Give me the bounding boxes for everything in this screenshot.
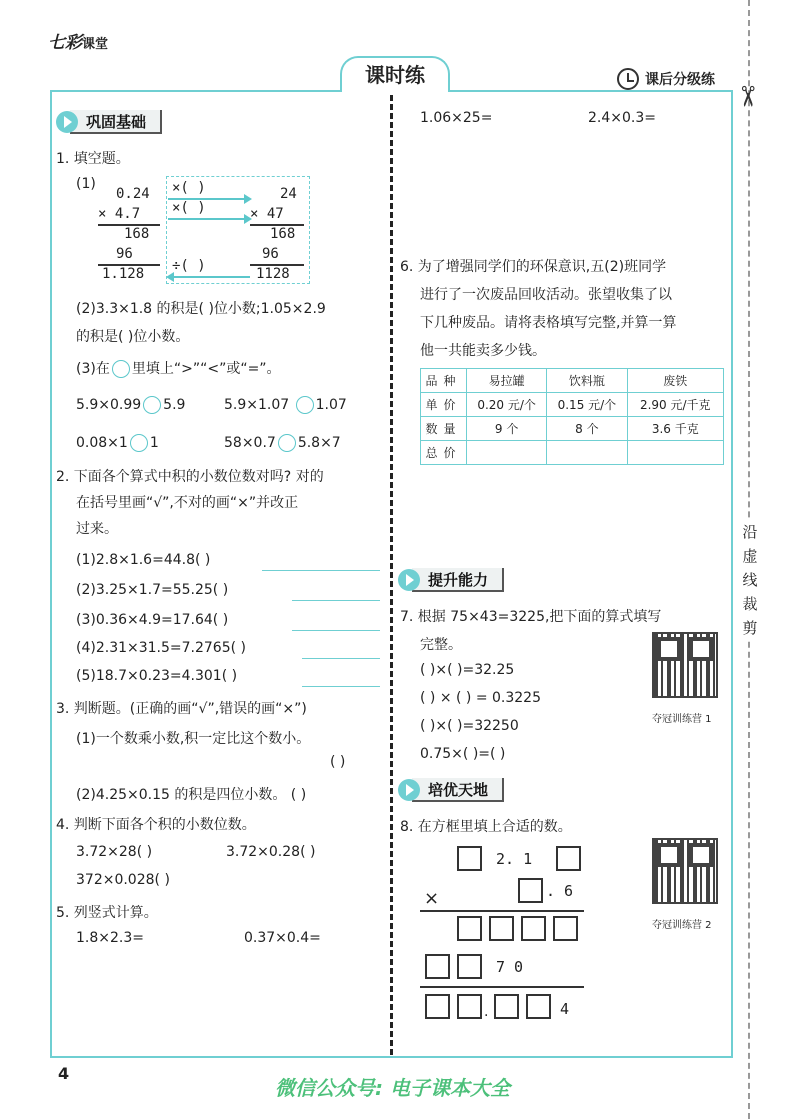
calc-right-1: 24 xyxy=(280,186,297,202)
digit-box[interactable] xyxy=(526,994,551,1019)
q3-item-1-bracket[interactable]: ( ) xyxy=(330,754,346,770)
q6-line1: 6. 为了增强同学们的环保意识,五(2)班同学 xyxy=(400,259,667,275)
section-improve: 提升能力 xyxy=(398,567,504,593)
compare-circle[interactable] xyxy=(143,396,161,414)
q3-item-1: (1)一个数乘小数,积一定比这个数小。 xyxy=(76,731,311,747)
q7-d: 0.75×( )=( ) xyxy=(420,746,506,762)
section-advanced: 培优天地 xyxy=(398,777,504,803)
table-cell: 0.15 元/个 xyxy=(547,393,627,417)
q2-item-1: (1)2.8×1.6=44.8( ) xyxy=(76,552,211,568)
q1-part1: (1) xyxy=(76,176,96,192)
mid-op-1: ×( ) xyxy=(172,180,206,196)
q4-c: 372×0.028( ) xyxy=(76,872,170,888)
play-icon xyxy=(56,111,78,133)
qr-caption: 夺冠训练营 2 xyxy=(652,920,712,931)
puzzle-line xyxy=(420,910,584,912)
digit-box[interactable] xyxy=(425,954,450,979)
calc-left-1: 0.24 xyxy=(116,186,150,202)
answer-line[interactable] xyxy=(302,658,380,659)
table-row xyxy=(421,441,724,465)
q7-line1: 7. 根据 75×43=3225,把下面的算式填写 xyxy=(400,609,662,625)
puzzle-line xyxy=(420,986,584,988)
compare-circle[interactable] xyxy=(296,396,314,414)
price-table xyxy=(420,368,724,465)
q5-d: 2.4×0.3= xyxy=(588,110,656,126)
answer-line[interactable] xyxy=(292,630,380,631)
q5-b: 0.37×0.4= xyxy=(244,930,321,946)
q1-part2b: 的积是( )位小数。 xyxy=(76,329,190,345)
table-cell: 9 个 xyxy=(467,417,547,441)
q2-item-4: (4)2.31×31.5=7.2765( ) xyxy=(76,640,246,656)
q7-b: ( ) × ( ) = 0.3225 xyxy=(420,690,541,706)
q2-line2: 在括号里画“√”,不对的画“×”并改正 xyxy=(76,495,299,511)
table-cell: 8 个 xyxy=(547,417,627,441)
answer-line[interactable] xyxy=(302,686,380,687)
digit-box[interactable] xyxy=(556,846,581,871)
table-header: 单价 xyxy=(421,393,467,417)
puzzle-row-4: 7 0 xyxy=(496,958,524,976)
table-cell: 饮料瓶 xyxy=(547,369,627,393)
compare-circle[interactable] xyxy=(278,434,296,452)
answer-line[interactable] xyxy=(262,570,380,571)
decimal-point: . xyxy=(484,1004,489,1020)
calc-left-4: 96 xyxy=(116,246,133,262)
q2-item-3: (3)0.36×4.9=17.64( ) xyxy=(76,612,229,628)
play-icon xyxy=(398,569,420,591)
q6-line3: 下几种废品。请将表格填写完整,并算一算 xyxy=(420,315,677,331)
q4-title: 4. 判断下面各个积的小数位数。 xyxy=(56,817,256,833)
mid-op-3: ÷( ) xyxy=(172,258,206,274)
footer-text: 微信公众号: 电子课本大全 xyxy=(275,1076,510,1100)
times-sign: × xyxy=(424,888,440,909)
digit-box[interactable] xyxy=(518,878,543,903)
q8-title: 8. 在方框里填上合适的数。 xyxy=(400,819,572,835)
table-header: 品种 xyxy=(421,369,467,393)
digit-box[interactable] xyxy=(457,994,482,1019)
q1-part3: (3)在 里填上“>”“<”或“=”。 xyxy=(76,361,281,377)
digit-box[interactable] xyxy=(457,954,482,979)
level-label: 课后分级练 xyxy=(617,68,715,90)
compare-circle[interactable] xyxy=(130,434,148,452)
qr-caption: 夺冠训练营 1 xyxy=(652,714,712,725)
table-header: 总价 xyxy=(421,441,467,465)
puzzle-row-2: . 6 xyxy=(546,882,574,900)
compare-2: 5.9×1.07 1.07 xyxy=(224,397,347,413)
puzzle-row-5: 4 xyxy=(560,1000,570,1018)
q5-c: 1.06×25= xyxy=(420,110,493,126)
compare-1: 5.9×0.99 5.9 xyxy=(76,397,186,413)
calc-right-5: 1128 xyxy=(256,266,290,282)
q2-line1: 2. 下面各个算式中积的小数位数对吗? 对的 xyxy=(56,469,324,485)
q7-c: ( )×( )=32250 xyxy=(420,718,519,734)
table-row xyxy=(421,417,724,441)
table-cell[interactable] xyxy=(467,441,547,465)
digit-box[interactable] xyxy=(457,846,482,871)
qr-code-icon xyxy=(652,838,718,904)
table-row xyxy=(421,393,724,417)
calc-right-2: × 47 xyxy=(250,206,284,222)
clock-icon xyxy=(617,68,639,90)
calc-left-5: 1.128 xyxy=(102,266,145,282)
calc-right-4: 96 xyxy=(262,246,279,262)
digit-box[interactable] xyxy=(489,916,514,941)
q2-line3: 过来。 xyxy=(76,521,118,537)
q6-line2: 进行了一次废品回收活动。张望收集了以 xyxy=(420,287,672,303)
table-cell[interactable] xyxy=(547,441,627,465)
arrow-left-icon xyxy=(168,276,250,278)
digit-box[interactable] xyxy=(494,994,519,1019)
scissors-icon: ✂ xyxy=(731,84,765,109)
table-cell: 废铁 xyxy=(627,369,723,393)
table-cell: 2.90 元/千克 xyxy=(627,393,723,417)
q2-item-2: (2)3.25×1.7=55.25( ) xyxy=(76,582,229,598)
q6-line4: 他一共能卖多少钱。 xyxy=(420,343,546,359)
answer-line[interactable] xyxy=(292,600,380,601)
digit-box[interactable] xyxy=(457,916,482,941)
q4-b: 3.72×0.28( ) xyxy=(226,844,316,860)
calc-left-3: 168 xyxy=(124,226,150,242)
q7-a: ( )×( )=32.25 xyxy=(420,662,515,678)
compare-circle-icon xyxy=(112,360,130,378)
digit-box[interactable] xyxy=(553,916,578,941)
q2-item-5: (5)18.7×0.23=4.301( ) xyxy=(76,668,238,684)
arrow-right-icon xyxy=(168,218,250,220)
puzzle-row-1: 2. 1 xyxy=(496,850,533,868)
mid-op-2: ×( ) xyxy=(172,200,206,216)
page-title: 课时练 xyxy=(340,56,450,92)
qr-code-icon xyxy=(652,632,718,698)
column-divider xyxy=(390,95,393,1055)
table-cell[interactable] xyxy=(627,441,723,465)
q1-title: 1. 填空题。 xyxy=(56,151,130,167)
page-number: 4 xyxy=(58,1064,70,1083)
calc-left-2: × 4.7 xyxy=(98,206,141,222)
section-basic: 巩固基础 xyxy=(56,109,162,135)
table-row xyxy=(421,369,724,393)
q1-part2a: (2)3.3×1.8 的积是( )位小数;1.05×2.9 xyxy=(76,301,326,317)
q5-title: 5. 列竖式计算。 xyxy=(56,905,158,921)
q3-title: 3. 判断题。(正确的画“√”,错误的画“×”) xyxy=(56,701,307,717)
table-cell: 0.20 元/个 xyxy=(467,393,547,417)
play-icon xyxy=(398,779,420,801)
q7-line2: 完整。 xyxy=(420,637,462,653)
brand-logo: 七彩课堂 xyxy=(48,33,109,53)
table-header: 数量 xyxy=(421,417,467,441)
q3-item-2: (2)4.25×0.15 的积是四位小数。 ( ) xyxy=(76,787,307,803)
q5-a: 1.8×2.3= xyxy=(76,930,144,946)
table-cell: 易拉罐 xyxy=(467,369,547,393)
cut-instruction: 沿 虚 线 裁 剪 xyxy=(741,520,759,640)
digit-box[interactable] xyxy=(425,994,450,1019)
calc-right-3: 168 xyxy=(270,226,296,242)
table-cell: 3.6 千克 xyxy=(627,417,723,441)
compare-3: 0.08×1 1 xyxy=(76,435,159,451)
q4-a: 3.72×28( ) xyxy=(76,844,153,860)
digit-box[interactable] xyxy=(521,916,546,941)
compare-4: 58×0.7 5.8×7 xyxy=(224,435,341,451)
